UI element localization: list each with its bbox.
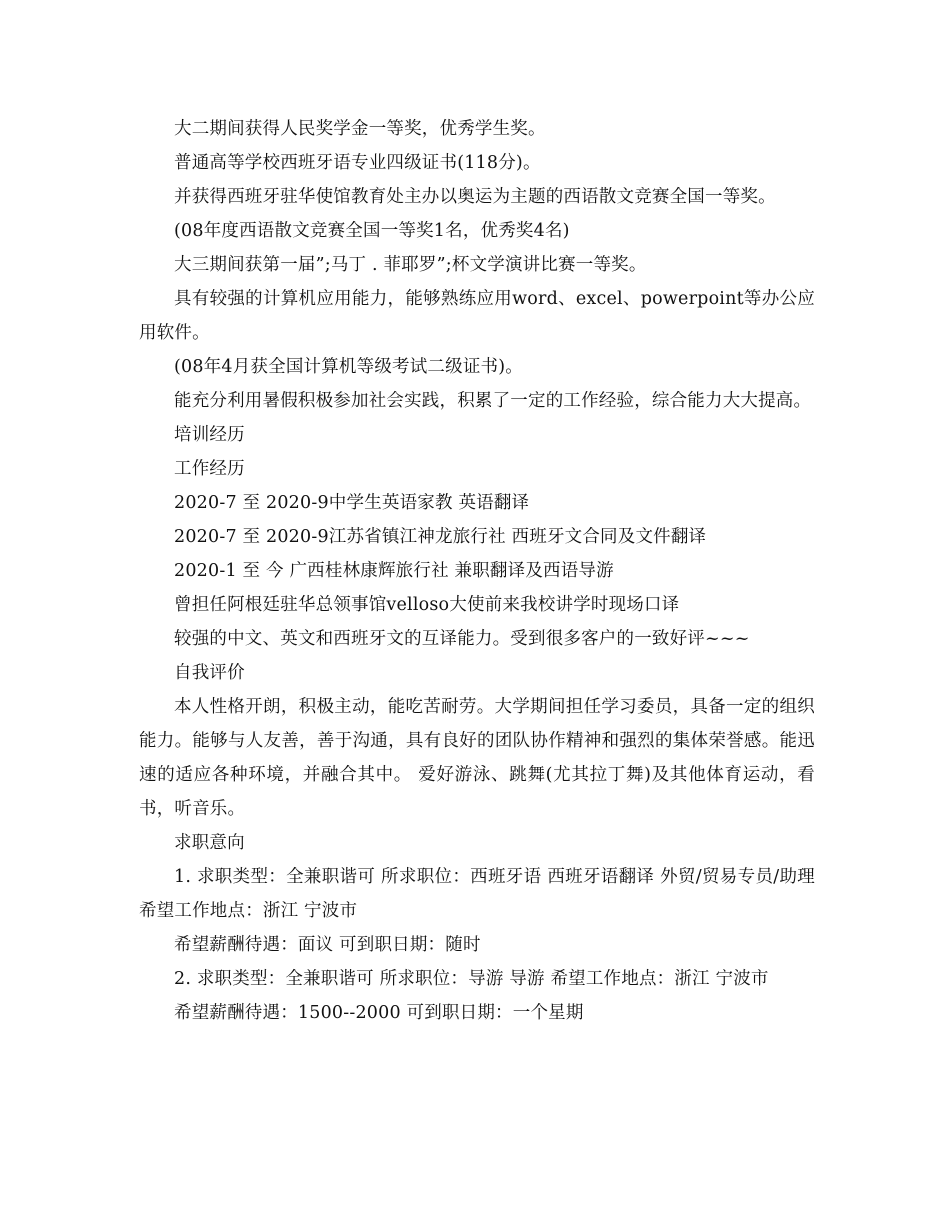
section-heading-work: 工作经历 [174,459,245,479]
section-heading-job-intention: 求职意向 [174,833,245,853]
job-intention-2: 2. 求职类型：全兼职谐可 所求职位：导游 导游 希望工作地点：浙江 宁波市 [174,969,769,989]
paragraph-self-evaluation: 本人性格开朗，积极主动，能吃苦耐劳。大学期间担任学习委员，具备一定的组织能力。能够与人友善，善于沟通，具有良好的团队协作精神和强烈的集体荣誉感。能迅速的适应各种环境，并融合其中。 爱好游泳、跳舞(尤其拉丁舞)及其他体育运动，看书，听音乐。 [139,697,815,819]
job-intention-2-salary: 希望薪酬待遇：1500--2000 可到职日期：一个星期 [174,1003,584,1023]
section-heading-training: 培训经历 [174,425,245,445]
job-intention-1-salary: 希望薪酬待遇：面议 可到职日期：随时 [174,935,481,955]
paragraph-computer-skills: 具有较强的计算机应用能力，能够熟练应用word、excel、powerpoint等办公应用软件。 [139,289,815,343]
work-entry-interpreting: 曾担任阿根廷驻华总领事馆velloso大使前来我校讲学时现场口译 [174,595,680,615]
paragraph-spanish-certificate: 普通高等学校西班牙语专业四级证书(118分)。 [174,153,541,173]
work-entry-3: 2020-1 至 今 广西桂林康辉旅行社 兼职翻译及西语导游 [174,561,614,581]
work-entry-translation-ability: 较强的中文、英文和西班牙文的互译能力。受到很多客户的一致好评~~~ [174,629,750,649]
paragraph-essay-note: (08年度西语散文竞赛全国一等奖1名，优秀奖4名) [174,221,570,241]
paragraph-computer-certificate: (08年4月获全国计算机等级考试二级证书)。 [174,357,523,377]
paragraph-award-scholarship: 大二期间获得人民奖学金一等奖，优秀学生奖。 [174,119,546,139]
paragraph-speech-award: 大三期间获第一届”;马丁 . 菲耶罗”;杯文学演讲比赛一等奖。 [174,255,647,275]
section-heading-self-evaluation: 自我评价 [174,663,245,683]
paragraph-social-practice: 能充分利用暑假积极参加社会实践，积累了一定的工作经验，综合能力大大提高。 [174,391,812,411]
job-intention-1: 1. 求职类型：全兼职谐可 所求职位：西班牙语 西班牙语翻译 外贸/贸易专员/助理 希望工作地点：浙江 宁波市 [139,867,815,921]
work-entry-1: 2020-7 至 2020-9中学生英语家教 英语翻译 [174,493,530,513]
work-entry-2: 2020-7 至 2020-9江苏省镇江神龙旅行社 西班牙文合同及文件翻译 [174,527,707,547]
paragraph-essay-award: 并获得西班牙驻华使馆教育处主办以奥运为主题的西语散文竞赛全国一等奖。 [174,187,776,207]
document-body [139,112,815,1030]
